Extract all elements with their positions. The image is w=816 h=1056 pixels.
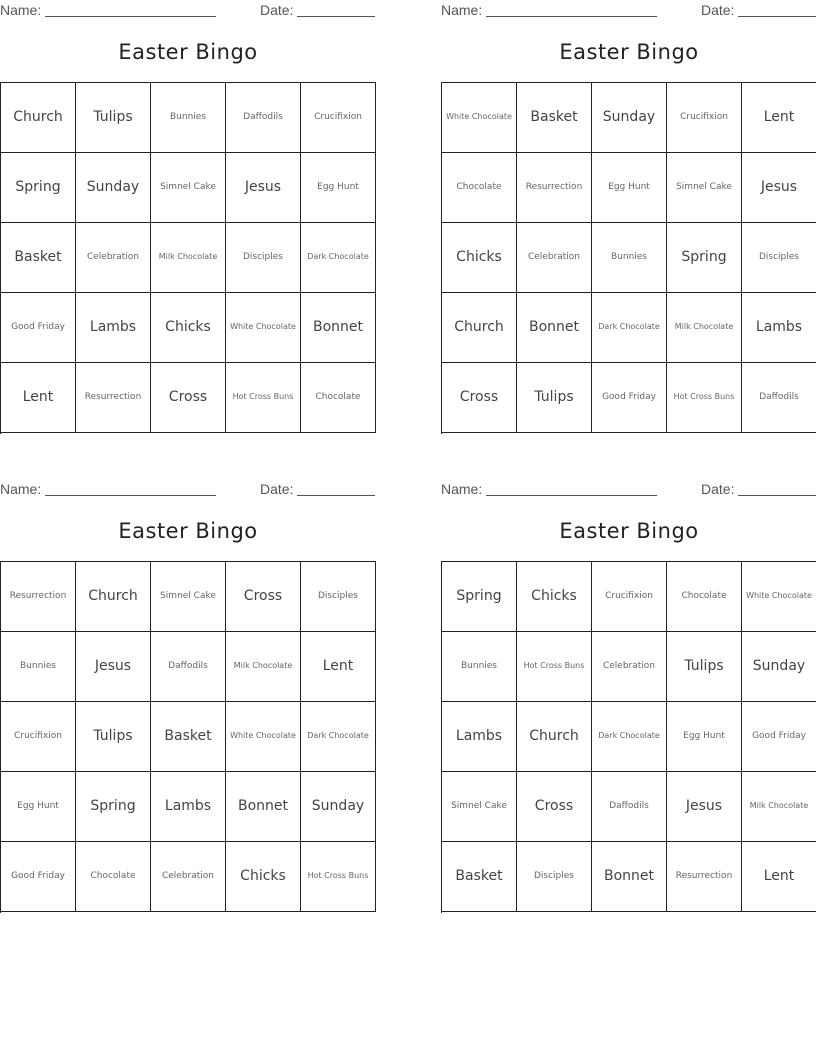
bingo-card [0, 0, 376, 440]
bingo-cell[interactable]: Good Friday [592, 363, 667, 433]
date-blank-line [738, 495, 816, 496]
bingo-cell[interactable]: Chocolate [301, 363, 376, 433]
bingo-cell[interactable]: Bonnet [226, 772, 301, 842]
bingo-cell[interactable]: Celebration [592, 632, 667, 702]
bingo-cell[interactable]: Dark Chocolate [592, 293, 667, 363]
bingo-cell[interactable]: Cross [151, 363, 226, 433]
bingo-cell[interactable]: Lent [742, 83, 816, 153]
bingo-cell[interactable]: Church [517, 702, 592, 772]
name-label: Name: [441, 2, 483, 18]
name-label: Name: [0, 2, 42, 18]
bingo-cell[interactable]: Chocolate [667, 562, 742, 632]
bingo-cell[interactable]: Sunday [742, 632, 816, 702]
bingo-cell[interactable]: Tulips [76, 702, 151, 772]
bingo-cell[interactable]: Bonnet [517, 293, 592, 363]
bingo-cell[interactable]: Church [442, 293, 517, 363]
card-title: Easter Bingo [118, 519, 258, 543]
bingo-cell[interactable]: Hot Cross Buns [667, 363, 742, 433]
bingo-cell[interactable]: Tulips [667, 632, 742, 702]
name-label: Name: [441, 481, 483, 497]
bingo-cell[interactable]: Daffodils [226, 83, 301, 153]
bingo-cell[interactable]: Church [76, 562, 151, 632]
bingo-cell[interactable]: Lambs [442, 702, 517, 772]
bingo-cell[interactable]: Crucifixion [592, 562, 667, 632]
date-label: Date: [701, 481, 735, 497]
bingo-cell[interactable]: Tulips [76, 83, 151, 153]
date-label: Date: [260, 2, 294, 18]
bingo-cell[interactable]: Crucifixion [667, 83, 742, 153]
bingo-cell[interactable]: Bunnies [442, 632, 517, 702]
bingo-cell[interactable]: Cross [517, 772, 592, 842]
bingo-cell[interactable]: Spring [76, 772, 151, 842]
date-blank-line [738, 16, 816, 17]
bingo-card [441, 479, 816, 919]
bingo-cell[interactable]: Hot Cross Buns [226, 363, 301, 433]
bingo-cell[interactable]: Dark Chocolate [301, 223, 376, 293]
bingo-cell[interactable]: Bunnies [151, 83, 226, 153]
bingo-grid [0, 82, 376, 434]
date-label: Date: [260, 481, 294, 497]
bingo-cell[interactable]: Disciples [517, 842, 592, 912]
bingo-cell[interactable]: Resurrection [517, 153, 592, 223]
name-blank-line [45, 495, 216, 496]
bingo-cell[interactable]: Crucifixion [301, 83, 376, 153]
name-blank-line [486, 16, 657, 17]
card-header [441, 2, 816, 20]
bingo-cell[interactable]: Milk Chocolate [667, 293, 742, 363]
bingo-cell[interactable]: Lent [1, 363, 76, 433]
bingo-cell[interactable]: Disciples [301, 562, 376, 632]
bingo-cell[interactable]: Lambs [742, 293, 816, 363]
bingo-cell[interactable]: Hot Cross Buns [517, 632, 592, 702]
bingo-cell[interactable]: Dark Chocolate [301, 702, 376, 772]
bingo-cell[interactable]: Cross [226, 562, 301, 632]
bingo-cell[interactable]: Jesus [76, 632, 151, 702]
bingo-cell[interactable]: Basket [151, 702, 226, 772]
bingo-cell[interactable]: Crucifixion [1, 702, 76, 772]
bingo-cell[interactable]: Spring [1, 153, 76, 223]
bingo-cell[interactable]: Chicks [517, 562, 592, 632]
bingo-cell[interactable]: Jesus [667, 772, 742, 842]
bingo-cell[interactable]: Celebration [517, 223, 592, 293]
bingo-cell[interactable]: Simnel Cake [667, 153, 742, 223]
bingo-cell[interactable]: Jesus [742, 153, 816, 223]
bingo-cell[interactable]: White Chocolate [226, 702, 301, 772]
bingo-cell[interactable]: Chicks [226, 842, 301, 912]
bingo-cell[interactable]: Bonnet [592, 842, 667, 912]
bingo-cell[interactable]: Good Friday [1, 842, 76, 912]
bingo-cell[interactable]: Sunday [301, 772, 376, 842]
bingo-cell[interactable]: Daffodils [742, 363, 816, 433]
bingo-cell[interactable]: Milk Chocolate [742, 772, 816, 842]
bingo-cell[interactable]: Lambs [151, 772, 226, 842]
bingo-cell[interactable]: Resurrection [76, 363, 151, 433]
bingo-cell[interactable]: White Chocolate [742, 562, 816, 632]
bingo-cell[interactable]: Simnel Cake [442, 772, 517, 842]
bingo-cell[interactable]: Basket [1, 223, 76, 293]
bingo-cell[interactable]: Milk Chocolate [226, 632, 301, 702]
bingo-cell[interactable]: Celebration [76, 223, 151, 293]
bingo-cell[interactable]: Hot Cross Buns [301, 842, 376, 912]
bingo-cell[interactable]: Egg Hunt [667, 702, 742, 772]
bingo-cell[interactable]: Spring [667, 223, 742, 293]
bingo-cell[interactable]: Bunnies [592, 223, 667, 293]
bingo-cell[interactable]: Lent [301, 632, 376, 702]
card-title: Easter Bingo [118, 40, 258, 64]
bingo-cell[interactable]: Chocolate [442, 153, 517, 223]
bingo-cell[interactable]: Bonnet [301, 293, 376, 363]
bingo-cell[interactable]: Good Friday [742, 702, 816, 772]
bingo-cell[interactable]: Lambs [76, 293, 151, 363]
bingo-cell[interactable]: White Chocolate [226, 293, 301, 363]
bingo-cell[interactable]: White Chocolate [442, 83, 517, 153]
bingo-grid [441, 561, 816, 913]
bingo-cell[interactable]: Spring [442, 562, 517, 632]
bingo-cell[interactable]: Church [1, 83, 76, 153]
bingo-grid [441, 82, 816, 434]
bingo-cell[interactable]: Good Friday [1, 293, 76, 363]
bingo-cell[interactable]: Cross [442, 363, 517, 433]
bingo-cell[interactable]: Sunday [76, 153, 151, 223]
bingo-cell[interactable]: Egg Hunt [592, 153, 667, 223]
bingo-cell[interactable]: Resurrection [1, 562, 76, 632]
bingo-cell[interactable]: Milk Chocolate [151, 223, 226, 293]
bingo-cell[interactable]: Jesus [226, 153, 301, 223]
bingo-card [0, 479, 376, 919]
bingo-cell[interactable]: Tulips [517, 363, 592, 433]
bingo-cell[interactable]: Chicks [151, 293, 226, 363]
bingo-cell[interactable]: Dark Chocolate [592, 702, 667, 772]
bingo-cell[interactable]: Chicks [442, 223, 517, 293]
bingo-cell[interactable]: Daffodils [151, 632, 226, 702]
bingo-cell[interactable]: Lent [742, 842, 816, 912]
card-header [441, 481, 816, 499]
bingo-cell[interactable]: Sunday [592, 83, 667, 153]
bingo-cell[interactable]: Chocolate [76, 842, 151, 912]
bingo-card [441, 0, 816, 440]
bingo-cell[interactable]: Egg Hunt [1, 772, 76, 842]
bingo-cell[interactable]: Basket [517, 83, 592, 153]
name-blank-line [45, 16, 216, 17]
date-label: Date: [701, 2, 735, 18]
card-title: Easter Bingo [559, 40, 699, 64]
bingo-cell[interactable]: Basket [442, 842, 517, 912]
date-blank-line [297, 495, 375, 496]
bingo-cell[interactable]: Simnel Cake [151, 153, 226, 223]
bingo-grid [0, 561, 376, 913]
card-header [0, 481, 376, 499]
bingo-cell[interactable]: Simnel Cake [151, 562, 226, 632]
card-title: Easter Bingo [559, 519, 699, 543]
bingo-cell[interactable]: Daffodils [592, 772, 667, 842]
bingo-cell[interactable]: Celebration [151, 842, 226, 912]
name-blank-line [486, 495, 657, 496]
name-label: Name: [0, 481, 42, 497]
date-blank-line [297, 16, 375, 17]
bingo-cell[interactable]: Resurrection [667, 842, 742, 912]
bingo-cell[interactable]: Bunnies [1, 632, 76, 702]
bingo-cell[interactable]: Disciples [226, 223, 301, 293]
bingo-cell[interactable]: Egg Hunt [301, 153, 376, 223]
bingo-cell[interactable]: Disciples [742, 223, 816, 293]
card-header [0, 2, 376, 20]
